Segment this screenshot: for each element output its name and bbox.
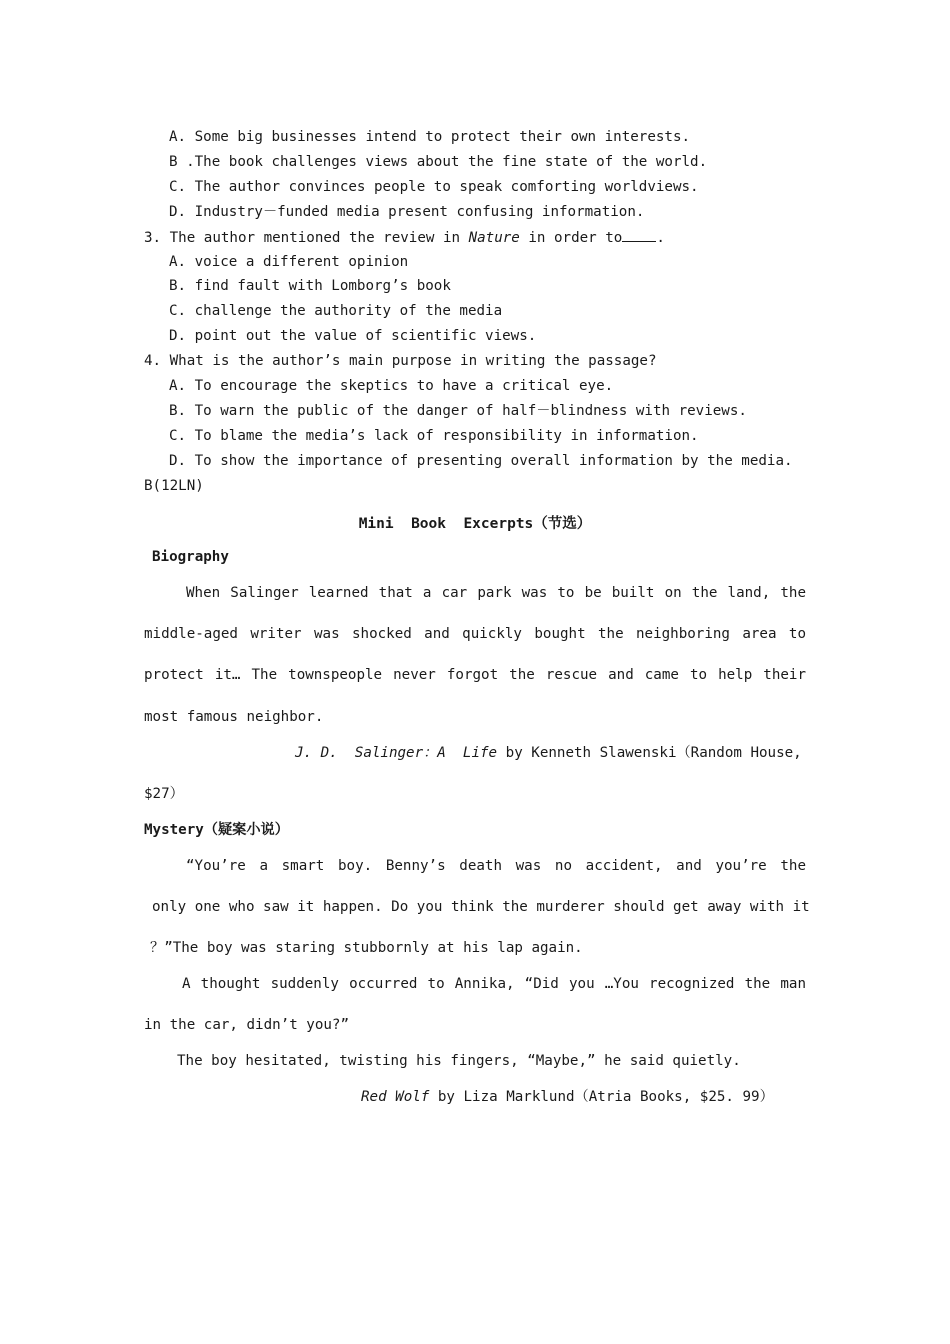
q4-option-b: B. To warn the public of the danger of half－blindness with reviews. (169, 403, 747, 419)
q2-option-a: A. Some big businesses intend to protect their own interests. (169, 129, 691, 145)
q3-stem-end: . (656, 230, 665, 246)
q3-stem-suffix: in order to (519, 230, 623, 246)
mystery-line-1: “You’re a smart boy. Benny’s death was no accident, and you’re the (186, 858, 806, 874)
biography-line-2: middle-aged writer was shocked and quickly bought the neighboring area to (144, 626, 806, 642)
q3-option-d: D. point out the value of scientific views. (169, 328, 537, 344)
q4-stem: 4. What is the author’s main purpose in writing the passage? (144, 353, 657, 369)
q3-option-c: C. challenge the authority of the media (169, 303, 503, 319)
q2-option-d: D. Industry－funded media present confusing information. (169, 204, 645, 220)
biography-source-publisher: by Kenneth Slawenski（Random House, (497, 745, 802, 761)
mystery-source (361, 1088, 774, 1106)
mystery-source-publisher: by Liza Marklund（Atria Books, $25. 99） (429, 1089, 774, 1105)
q3-stem-prefix: 3. The author mentioned the review in (144, 230, 469, 246)
biography-source (295, 744, 802, 762)
q4-option-c: C. To blame the media’s lack of responsibility in information. (169, 428, 699, 444)
mystery-heading: Mystery（疑案小说） (144, 822, 289, 838)
q3-option-a: A. voice a different opinion (169, 254, 409, 270)
mystery-line-3: ？”The boy was staring stubbornly at his lap again. (150, 940, 583, 956)
mystery-line-5: in the car, didn’t you?” (144, 1017, 349, 1033)
q3-stem-italic: Nature (468, 230, 520, 246)
mystery-line-2: only one who saw it happen. Do you think the murderer should get away with it (152, 899, 810, 915)
q4-option-d: D. To show the importance of presenting overall information by the media. (169, 453, 793, 469)
q2-option-b: B .The book challenges views about the fine state of the world. (169, 154, 708, 170)
mystery-line-6: The boy hesitated, twisting his fingers, “Maybe,” he said quietly. (177, 1053, 741, 1069)
section-label: B(12LN) (144, 478, 204, 494)
q2-option-c: C. The author convinces people to speak comforting worldviews. (169, 179, 699, 195)
q3-option-b: B. find fault with Lomborg’s book (169, 278, 451, 294)
biography-heading: Biography (152, 549, 229, 565)
biography-source-price: $27） (144, 786, 184, 802)
q3-answer-blank (622, 228, 656, 242)
mystery-line-4: A thought suddenly occurred to Annika, “Did you …You recognized the man (182, 976, 806, 992)
q4-option-a: A. To encourage the skeptics to have a critical eye. (169, 378, 614, 394)
mystery-source-title: Red Wolf (361, 1089, 430, 1105)
biography-line-3: protect it… The townspeople never forgot the rescue and came to help their (144, 667, 806, 683)
excerpts-title: Mini Book Excerpts（节选） (358, 516, 592, 532)
biography-line-1: When Salinger learned that a car park was to be built on the land, the (186, 585, 806, 601)
biography-line-4: most famous neighbor. (144, 709, 324, 725)
q3-stem (144, 228, 665, 247)
biography-source-title: J. D. Salinger：A Life (295, 745, 498, 761)
